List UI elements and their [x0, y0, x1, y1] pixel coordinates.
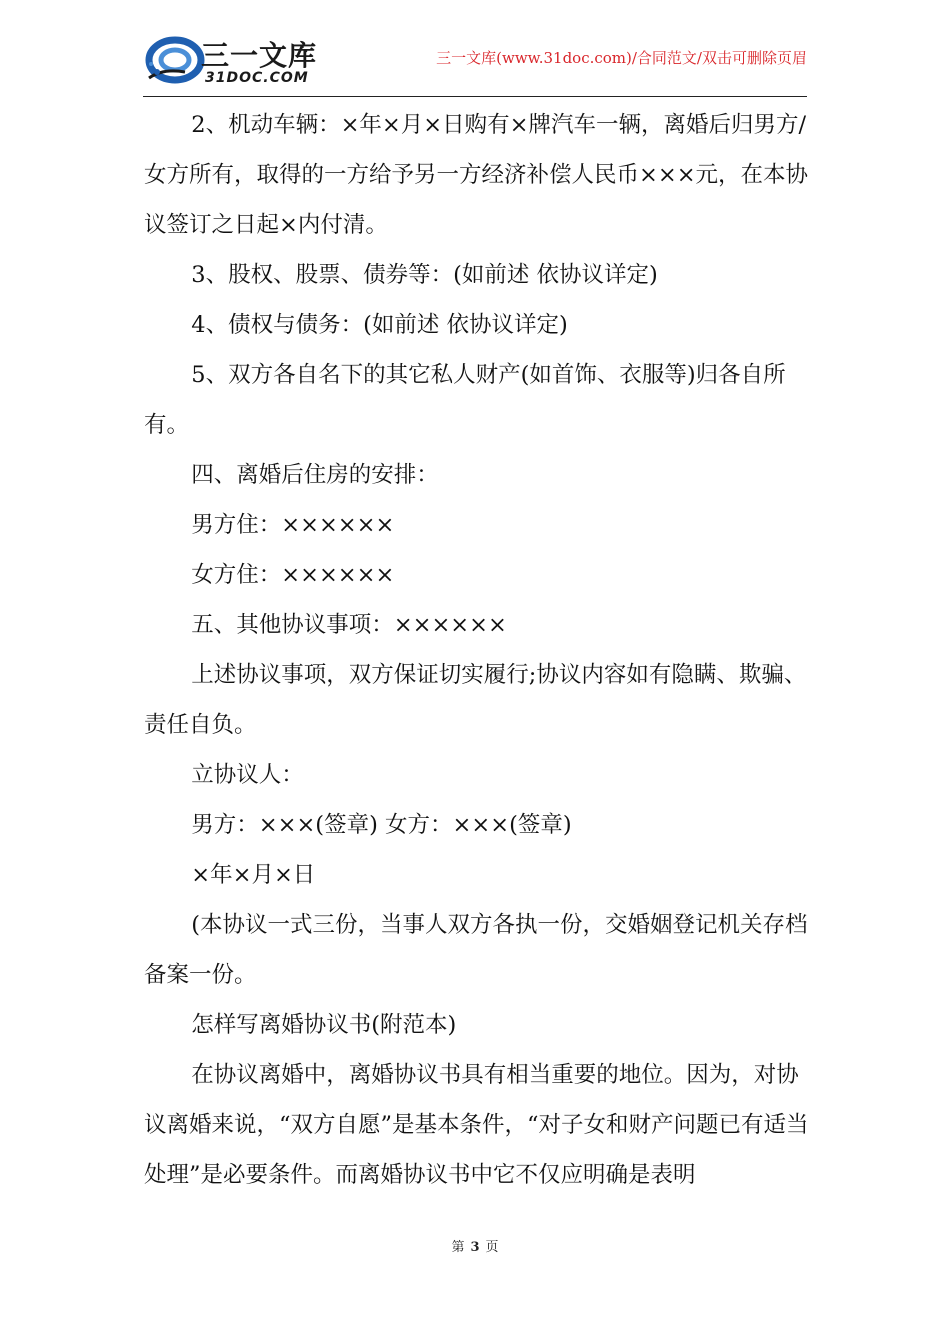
page-number: 3: [470, 1240, 480, 1255]
paragraph: 五、其他协议事项：××××××: [191, 612, 507, 638]
header-link[interactable]: 三一文库(www.31doc.com)/合同范文/双击可删除页眉: [436, 49, 807, 67]
paragraph: 男方：×××(签章) 女方：×××(签章): [191, 812, 572, 838]
logo-subtitle: 31DOC.COM: [205, 70, 309, 86]
paragraph: 5、双方各自名下的其它私人财产(如首饰、衣服等)归各自所有。: [144, 362, 786, 438]
paragraph: 4、债权与债务：(如前述 依协议详定): [191, 312, 568, 338]
paragraph: 女方住：××××××: [191, 562, 395, 588]
document-body: [144, 100, 814, 1200]
paragraph: 立协议人：: [191, 762, 304, 788]
paragraph: ×年×月×日: [191, 862, 316, 888]
page-footer: [0, 1236, 950, 1255]
paragraph: 四、离婚后住房的安排：: [191, 462, 439, 488]
paragraph: (本协议一式三份，当事人双方各执一份，交婚姻登记机关存档备案一份。: [144, 912, 808, 988]
paragraph: 男方住：××××××: [191, 512, 395, 538]
footer-prefix: 第: [451, 1240, 465, 1255]
paragraph: 在协议离婚中，离婚协议书具有相当重要的地位。因为，对协议离婚来说，“双方自愿”是基本条件，“对子女和财产问题已有适当处理”是必要条件。而离婚协议书中它不仅应明确是表明: [144, 1062, 809, 1188]
paragraph: 上述协议事项，双方保证切实履行;协议内容如有隐瞒、欺骗、责任自负。: [144, 662, 807, 738]
header-divider: [143, 96, 807, 97]
footer-suffix: 页: [485, 1240, 499, 1255]
page-header: [143, 22, 807, 98]
paragraph: 2、机动车辆：×年×月×日购有×牌汽车一辆，离婚后归男方/女方所有，取得的一方给予另一方经济补偿人民币×××元，在本协议签订之日起×内付清。: [144, 112, 809, 238]
logo-title: 三一文库: [201, 39, 318, 72]
site-logo[interactable]: [143, 28, 318, 88]
paragraph: 怎样写离婚协议书(附范本): [191, 1012, 457, 1038]
paragraph: 3、股权、股票、债券等：(如前述 依协议详定): [191, 262, 658, 288]
